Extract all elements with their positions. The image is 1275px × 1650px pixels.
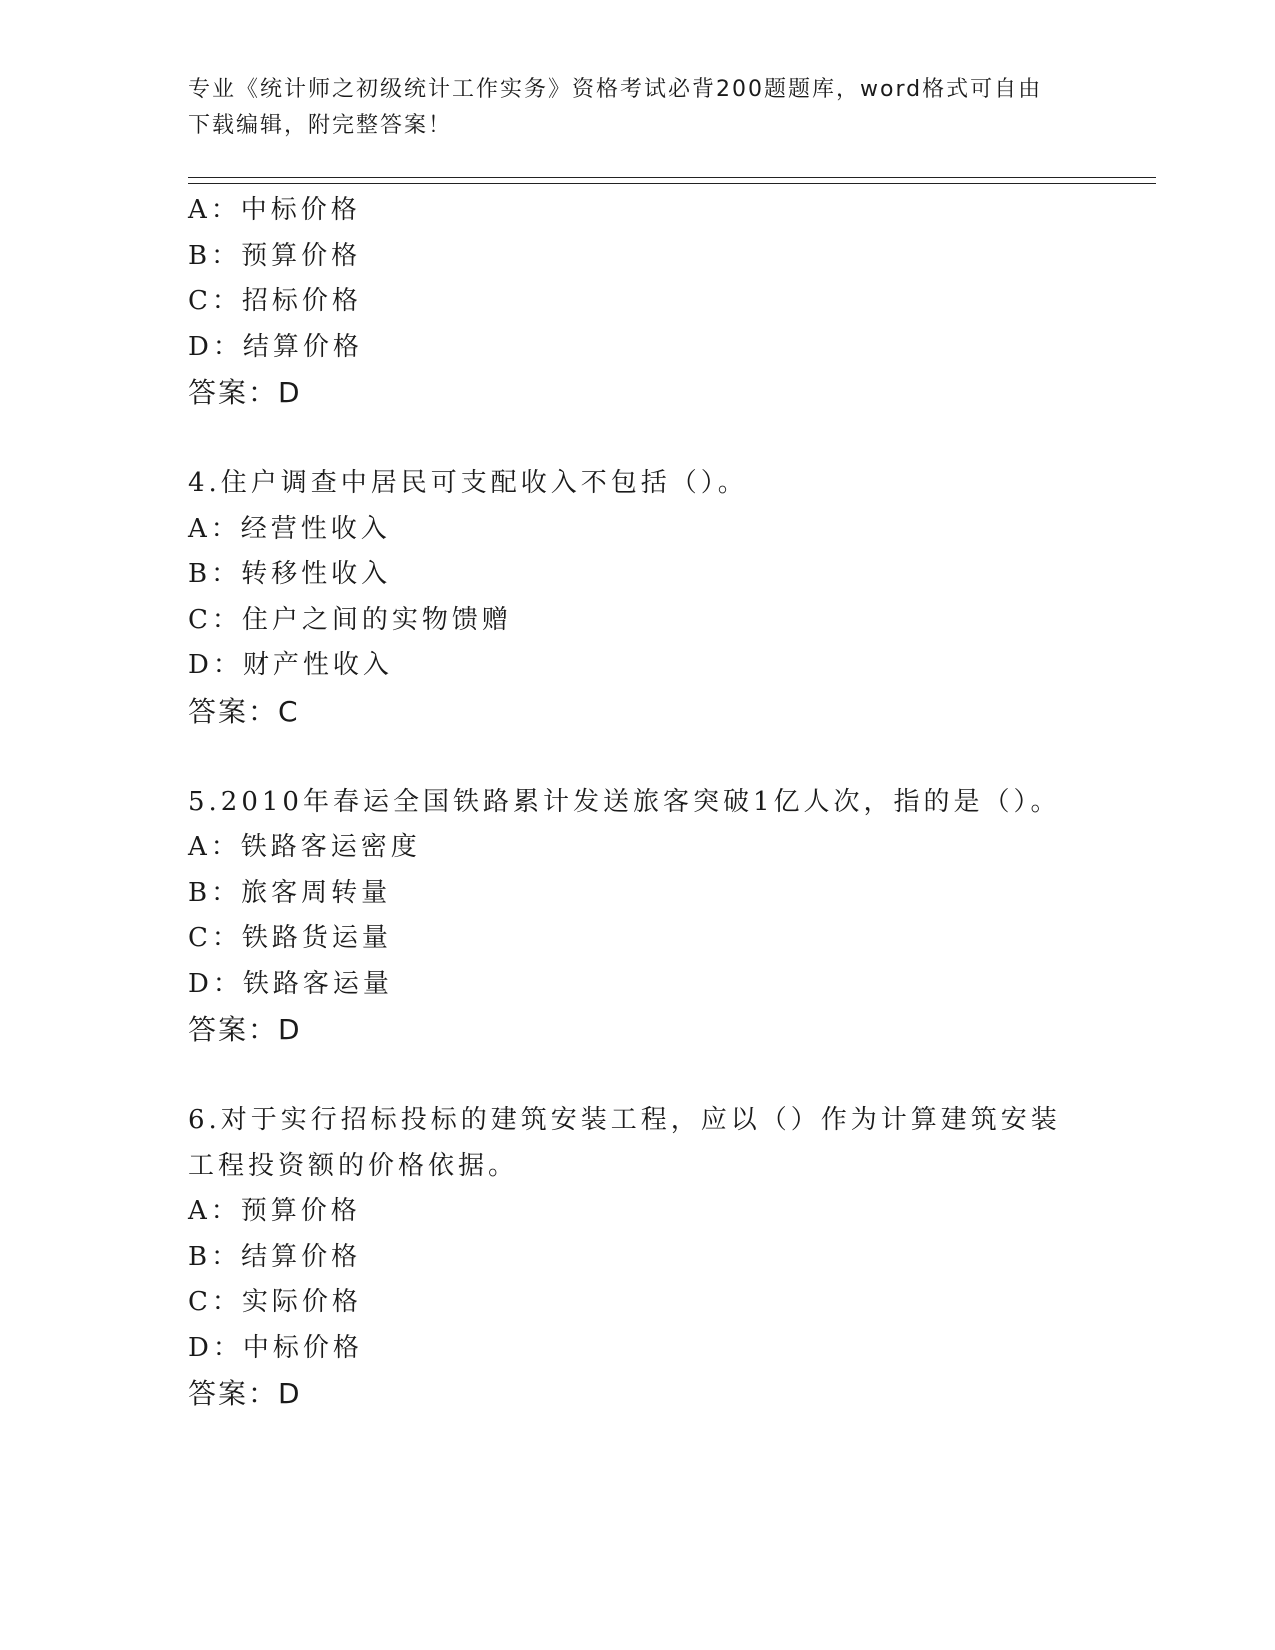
answer-line: 答案：D xyxy=(188,376,302,409)
question-stem: 6.对于实行招标投标的建筑安装工程，应以（）作为计算建筑安装工程投资额的价格依据。 xyxy=(188,1105,1061,1181)
option-c: C：实际价格 xyxy=(188,1287,362,1317)
answer-line: 答案：D xyxy=(188,1377,302,1410)
question-list xyxy=(188,188,1088,1417)
spacer xyxy=(188,416,1088,462)
option-c: C：招标价格 xyxy=(188,286,362,316)
question-block-partial xyxy=(188,188,1088,416)
option-a: A：经营性收入 xyxy=(188,513,391,544)
option-d: D：中标价格 xyxy=(188,1332,363,1363)
question-block-4 xyxy=(188,461,1088,734)
answer-line: 答案：C xyxy=(188,694,300,728)
option-c: C：铁路货运量 xyxy=(188,923,392,953)
option-d: D：财产性收入 xyxy=(188,650,393,680)
option-d: D：铁路客运量 xyxy=(188,968,393,999)
option-b: B：旅客周转量 xyxy=(188,877,392,908)
header-line-2: 下载编辑，附完整答案！ xyxy=(188,113,453,138)
answer-line: 答案：D xyxy=(188,1013,302,1046)
option-a: A：铁路客运密度 xyxy=(188,832,421,862)
question-block-5 xyxy=(188,780,1088,1053)
document-header xyxy=(188,72,1088,144)
option-c: C：住户之间的实物馈赠 xyxy=(188,604,512,635)
spacer xyxy=(188,1053,1088,1099)
option-b: B：预算价格 xyxy=(188,240,362,271)
header-line-1: 专业《统计师之初级统计工作实务》资格考试必背200题题库，word格式可自由 xyxy=(188,77,1043,102)
question-stem: 5.2010年春运全国铁路累计发送旅客突破1亿人次，指的是（）。 xyxy=(188,786,1061,817)
header-divider-top xyxy=(188,177,1156,178)
option-d: D：结算价格 xyxy=(188,331,363,362)
option-a: A：中标价格 xyxy=(188,195,361,225)
spacer xyxy=(188,734,1088,780)
question-stem: 4.住户调查中居民可支配收入不包括（）。 xyxy=(188,468,748,498)
header-divider-bottom xyxy=(188,183,1156,184)
question-block-6 xyxy=(188,1098,1088,1417)
option-b: B：转移性收入 xyxy=(188,559,392,589)
option-a: A：预算价格 xyxy=(188,1196,361,1226)
option-b: B：结算价格 xyxy=(188,1241,362,1272)
